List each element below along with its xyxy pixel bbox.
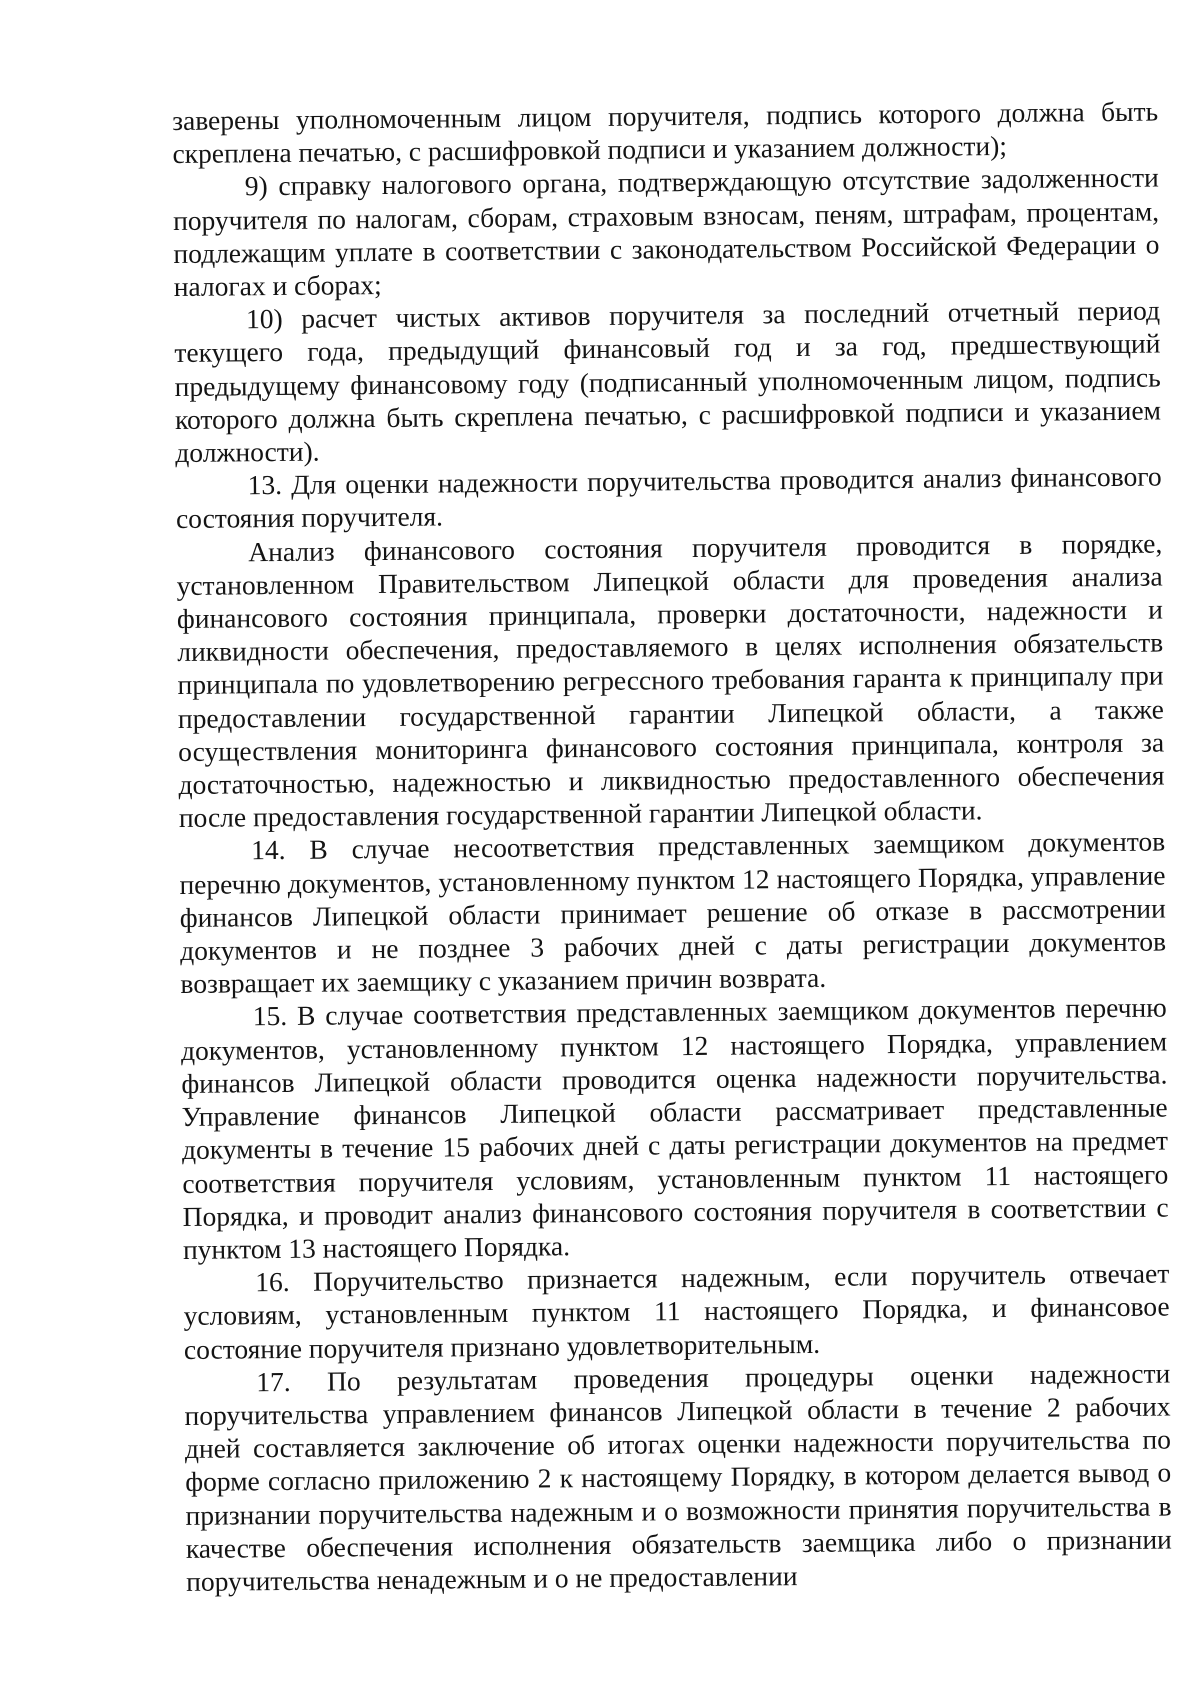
paragraph-item-9: 9) справку налогового органа, подтверждающую отсутствие задолженности поручителя по налогам, сборам, страховым взносам, пеням, штрафам, процентам, подлежащим уплате в соответствии с законодательством Российской Федерации о налогах и сборах; bbox=[172, 161, 1160, 303]
paragraph-clause-13: 13. Для оценки надежности поручительства проводится анализ финансового состояния поручителя. bbox=[175, 460, 1162, 535]
document-body bbox=[172, 95, 1172, 1599]
paragraph-clause-17: 17. По результатам проведения процедуры оценки надежности поручительства управлением финансов Липецкой области в течение 2 рабочих дней составляется заключение об итогах оценки надежности поручительства по форме согласно приложению 2 к настоящему Порядку, в котором делается вывод о признании поручительства надежным и о возможности принятия поручительства в качестве обеспечения исполнения обязательств заемщика либо о признании поручительства ненадежным и о не предоставлении bbox=[184, 1357, 1172, 1597]
paragraph-item-10: 10) расчет чистых активов поручителя за последний отчетный период текущего года, предыдущий финансовый год и за год, предшествующий предыдущему финансовому году (подписанный уполномоченным лицом, подпись которого должна быть скреплена печатью, с расшифровкой подписи и указанием должности). bbox=[174, 294, 1162, 469]
paragraph-clause-16: 16. Поручительство признается надежным, если поручитель отвечает условиям, установленным пунктом 11 настоящего Порядка, и финансовое состояние поручителя признано удовлетворительным. bbox=[183, 1257, 1170, 1365]
paragraph-clause-15: 15. В случае соответствия представленных заемщиком документов перечню документов, установленному пунктом 12 настоящего Порядка, управлением финансов Липецкой области проводится оценка надежности поручительства. Управление финансов Липецкой области рассматривает представленные документы в течение 15 рабочих дней с даты регистрации документов на предмет соответствия поручителя условиям, установленным пунктом 11 настоящего Порядка, и проводит анализ финансового состояния поручителя в соответствии с пунктом 13 настоящего Порядка. bbox=[180, 991, 1169, 1265]
paragraph-continuation: заверены уполномоченным лицом поручителя, подпись которого должна быть скреплена печатью, с расшифровкой подписи и указанием должности); bbox=[172, 95, 1159, 170]
paragraph-analysis: Анализ финансового состояния поручителя проводится в порядке, установленном Правительством Липецкой области для проведения анализа финансового состояния принципала, проверки достаточности, надежности и ликвидности обеспечения, предоставляемого в целях исполнения обязательств принципала по удовлетворению регрессного требования гаранта к принципалу при предоставлении государственной гарантии Липецкой области, а также осуществления мониторинга финансового состояния принципала, контроля за достаточностью, надежностью и ликвидностью предоставленного обеспечения после предоставления государственной гарантии Липецкой области. bbox=[176, 527, 1165, 834]
paragraph-clause-14: 14. В случае несоответствия представленных заемщиком документов перечню документов, установленному пунктом 12 настоящего Порядка, управление финансов Липецкой области принимает решение об отказе в рассмотрении документов и не позднее 3 рабочих дней с даты регистрации документов возвращает их заемщику с указанием причин возврата. bbox=[179, 825, 1167, 1000]
